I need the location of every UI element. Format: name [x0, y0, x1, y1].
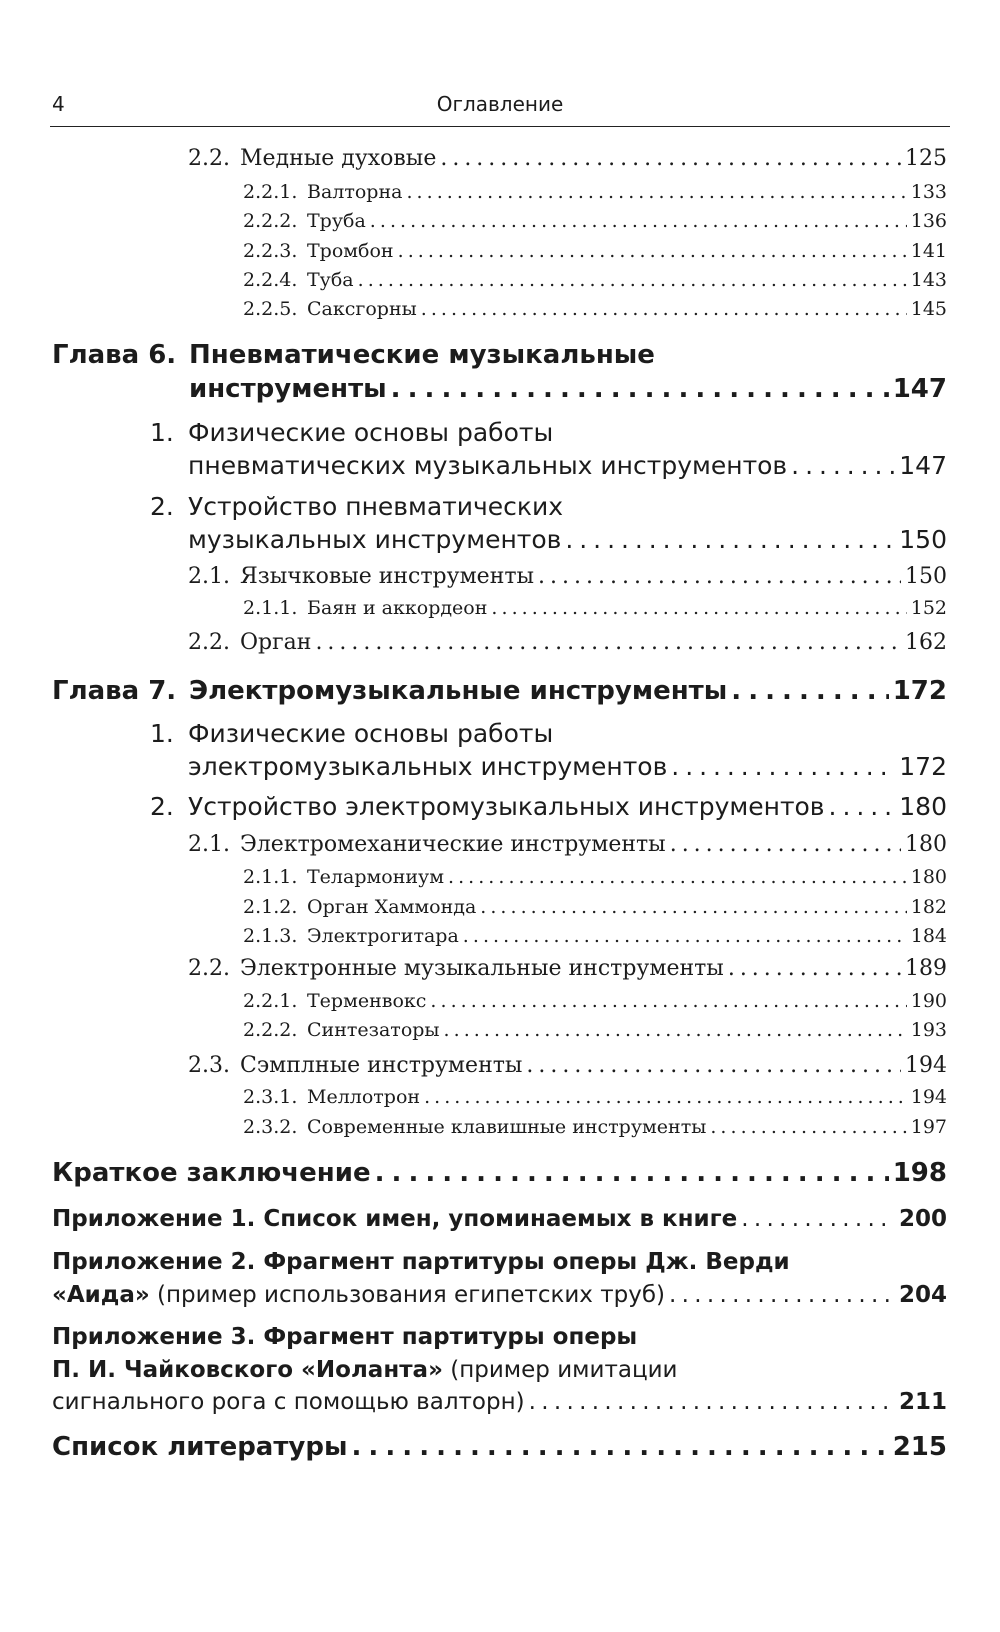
toc-entry: 2. Устройство электромузыкальных инструментов . . . 180: [0, 792, 947, 821]
toc-entry: 2.2. Медные духовые . . . 125: [0, 146, 947, 171]
toc-entry: 2.1.1. Телармониум . . . 180: [0, 866, 947, 888]
literature-entry: Список литературы . . . 215: [52, 1432, 947, 1462]
chapter-heading: [0, 340, 947, 370]
page-number: 4: [52, 92, 65, 116]
chapter-page: 172: [892, 676, 947, 706]
chapter-page: 147: [892, 374, 947, 404]
toc-entry: 2.1.2. Орган Хаммонда . . . 182: [0, 896, 947, 918]
appendix-entry: Приложение 3. Фрагмент партитуры оперы: [52, 1324, 638, 1350]
toc-entry: 2.1. Язычковые инструменты . . . 150: [0, 564, 947, 589]
toc-entry: 2.2.5. Саксгорны . . . 145: [0, 298, 947, 320]
appendix-entry-cont: сигнального рога с помощью валторн) . . . 211: [52, 1389, 947, 1415]
toc-entry: 2.2.2. Синтезаторы . . . 193: [0, 1019, 947, 1041]
toc-entry: 2. Устройство пневматических: [150, 492, 564, 521]
chapter-title: Электромузыкальные инструменты: [189, 676, 728, 706]
toc-entry: 2.1.3. Электрогитара . . . 184: [0, 925, 947, 947]
running-header: [50, 86, 950, 127]
chapter-number: Глава 6.: [52, 340, 177, 370]
appendix-entry-cont: П. И. Чайковского «Иоланта» (пример имитации: [52, 1357, 678, 1383]
toc-entry: 2.1. Электромеханические инструменты . . . 180: [0, 832, 947, 857]
toc-entry: 2.2.4. Туба . . . 143: [0, 269, 947, 291]
toc-entry-title: Медные духовые: [240, 146, 437, 171]
toc-entry: 2.2.1. Валторна . . . 133: [0, 181, 947, 203]
chapter-number: Глава 7.: [52, 676, 177, 706]
toc-entry: 2.3. Сэмплные инструменты . . . 194: [0, 1053, 947, 1078]
toc-entry-page: 125: [905, 146, 947, 171]
chapter-heading: [0, 676, 947, 706]
toc-entry: 2.3.1. Меллотрон . . . 194: [0, 1086, 947, 1108]
toc-entry: 1. Физические основы работы: [150, 719, 554, 748]
conclusion-entry: Краткое заключение . . . 198: [52, 1158, 947, 1188]
toc-entry: 2.3.2. Современные клавишные инструменты . . . 197: [0, 1116, 947, 1138]
chapter-title: Пневматические музыкальные: [189, 340, 655, 370]
toc-entry-cont: музыкальных инструментов . . . 150: [188, 525, 947, 554]
chapter-heading-cont: инструменты . . . 147: [189, 374, 947, 404]
appendix-entry: Приложение 2. Фрагмент партитуры оперы Дж. Верди: [52, 1249, 790, 1275]
appendix-entry-cont: «Аида» (пример использования египетских труб) . . . 204: [52, 1282, 947, 1308]
toc-entry: 2.2. Электронные музыкальные инструменты . . . 189: [0, 956, 947, 981]
toc-entry: 2.2. Орган . . . 162: [0, 630, 947, 655]
header-title: Оглавление: [436, 92, 564, 116]
toc-entry: 1. Физические основы работы: [150, 418, 554, 447]
toc-entry-cont: электромузыкальных инструментов . . . 172: [188, 752, 947, 781]
toc-entry: 2.2.1. Терменвокс . . . 190: [0, 990, 947, 1012]
appendix-entry: Приложение 1. Список имен, упоминаемых в книге . . . 200: [52, 1206, 947, 1232]
toc-entry: 2.1.1. Баян и аккордеон . . . 152: [0, 597, 947, 619]
toc-entry: 2.2.2. Труба . . . 136: [0, 210, 947, 232]
toc-entry: 2.2.3. Тромбон . . . 141: [0, 240, 947, 262]
toc-entry-cont: пневматических музыкальных инструментов . . . 147: [188, 451, 947, 480]
